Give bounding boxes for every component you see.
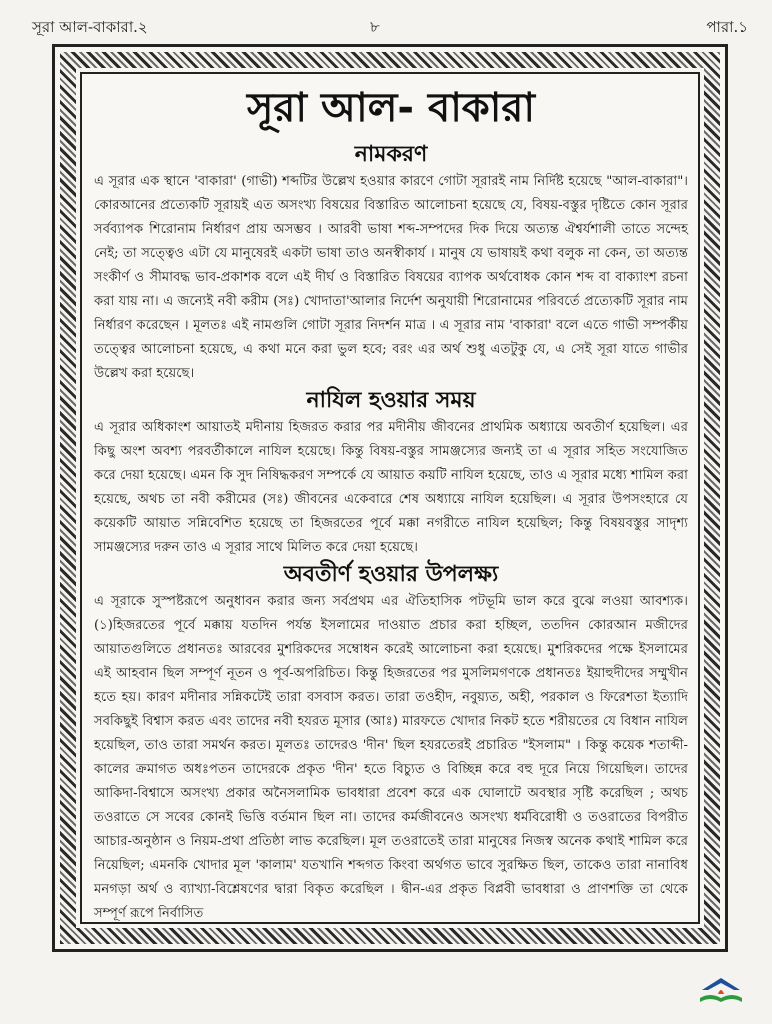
publisher-logo-icon	[696, 976, 746, 1008]
running-header-left: সূরা আল-বাকারা.২	[32, 18, 148, 36]
page-header	[0, 10, 772, 38]
section-heading-revelation-time: নাযিল হওয়ার সময়	[306, 388, 476, 413]
logo-roof-mark	[702, 978, 740, 990]
page-content	[94, 78, 688, 924]
text-panel	[80, 72, 700, 924]
section-heading-occasion: অবতীর্ণ হওয়ার উপলক্ষ্য	[283, 562, 499, 587]
surah-title: সূরা আল- বাকারা	[247, 85, 535, 131]
page-number: ৮	[370, 18, 380, 36]
logo-book-mark	[700, 995, 742, 1002]
section-heading-naming: নামকরণ	[354, 142, 428, 167]
running-header-right: পারা.১	[706, 18, 748, 36]
decorative-page-frame	[52, 44, 728, 952]
logo-leaf-mark	[718, 990, 724, 994]
section-text-occasion: এ সূরাকে সুস্পষ্টরূপে অনুধাবন করার জন্য সর্বপ্রথম এর ঐতিহাসিক পটভূমি ভাল করে বুঝে লওয়া আবশ্যক। (১)হিজরতের পূর্বে মক্কায় যতদিন পর্যন্ত ইসলামের দাওয়াত প্রচার করা হচ্ছিল, ততদিন কোরআন মজীদের আয়াতগুলিতে প্রধানতঃ আরবের মুশরিকদের সম্বোধন করেই আলোচনা করা হয়েছে। মুশরিকদের পক্ষে ইসলামের এই আহবান ছিল সম্পূর্ণ নূতন ও পূর্ব-অপরিচিত। কিন্তু হিজরতের পর মুসলিমগণকে প্রধানতঃ ইয়াহুদীদের সম্মুখীন হতে হয়। কারণ মদীনার সন্নিকটেই তারা বসবাস করত। তারা তওহীদ, নবুয়্যত, অহী, পরকাল ও ফিরেশতা ইত্যাদি সবকিছুই বিশ্বাস করত এবং তাদের নবী হযরত মূসার (আঃ) মারফতে খোদার নিকট হতে শরীয়তের যে বিধান নাযিল হয়েছিল, তাও তারা সমর্থন করত। মূলতঃ তাদেরও 'দীন' ছিল হযরতেরই প্রচারিত "ইসলাম" । কিন্তু কয়েক শতাব্দী-কালের ক্রমাগত অধঃপতন তাদেরকে প্রকৃত 'দীন' হতে বিচ্যুত ও বিচ্ছিন্ন করে বহু দূরে নিয়ে গিয়েছিল। তাদের আকিদা-বিশ্বাসে অসংখ্য প্রকার অনৈসলামিক ভাবধারা প্রবেশ করে এক ঘোলাটে অবস্থার সৃষ্টি করেছিল ; অথচ তওরাতে সে সবের কোনই ভিত্তি বর্তমান ছিল না। তাদের কর্মজীবনেও অসংখ্য ধর্মবিরোধী ও তওরাতের বিপরীত আচার-অনুষ্ঠান ও নিয়ম-প্রথা প্রতিষ্ঠা লাভ করেছিল। মূল তওরাতেই তারা মানুষের নিজস্ব অনেক কথাই শামিল করে নিয়েছিল; এমনকি খোদার মূল 'কালাম' যতখানি শব্দগত কিংবা অর্থগত ভাবে সুরক্ষিত ছিল, তাকেও তারা নানাবিধ মনগড়া অর্থ ও ব্যাখ্যা-বিশ্লেষণের দ্বারা বিকৃত করেছিল । দ্বীন-এর প্রকৃত বিপ্লবী ভাবধারা ও প্রাণশক্তি তা থেকে সম্পূর্ণ রূপে নির্বাসিত	[94, 594, 688, 921]
section-text-revelation-time: এ সূরার অধিকাংশ আয়াতই মদীনায় হিজরত করার পর মদীনীয় জীবনের প্রাথমিক অধ্যায়ে অবতীর্ণ হয়েছিল। এর কিছু অংশ অবশ্য পরবর্তীকালে নাযিল হয়েছে। কিন্তু বিষয়-বস্তুর সামঞ্জস্যের জন্যই তা এ সূরার সহিত সংযোজিত করে দেয়া হয়েছে। এমন কি সুদ নিষিদ্ধকরণ সম্পর্কে যে আয়াত কয়টি নাযিল হয়েছে, তাও এ সূরার মধ্যে শামিল করা হয়েছে, অথচ তা নবী করীমের (সঃ) জীবনের একেবারে শেষ অধ্যায়ে নাযিল হয়েছিল। এ সূরার উপসংহারে যে কয়েকটি আয়াত সন্নিবেশিত হয়েছে তা হিজরতের পূর্বে মক্কা নগরীতে নাযিল হয়েছিল; কিন্তু বিষয়বস্তুর সাদৃশ্য সামঞ্জস্যের দরুন তাও এ সূরার সাথে মিলিত করে দেয়া হয়েছে।	[94, 420, 688, 555]
section-text-naming: এ সূরার এক স্থানে 'বাকারা' (গাভী) শব্দটির উল্লেখ হওয়ার কারণে গোটা সূরারই নাম নির্দিষ্ট হয়েছে "আল-বাকারা"। কোরআনের প্রত্যেকটি সূরায়ই এত অসংখ্য বিষয়ের বিস্তারিত আলোচনা হয়েছে যে, বিষয়-বস্তুর দৃষ্টিতে কোন সূরার সর্বব্যাপক শিরোনাম নির্ধারণ প্রায় অসম্ভব । আরবী ভাষা শব্দ-সম্পদের দিক দিয়ে অত্যন্ত ঐশ্বর্যশালী তাতে সন্দেহ নেই; তা সত্ত্বেও এটা যে মানুষেরই একটা ভাষা তাও অনস্বীকার্য । মানুষ যে ভাষায়ই কথা বলুক না কেন, তা অত্যন্ত সংকীর্ণ ও সীমাবদ্ধ ভাব-প্রকাশক বলে এই দীর্ঘ ও বিস্তারিত বিষয়ের ব্যাপক অর্থবোধক কোন শব্দ বা বাক্যাংশ রচনা করা যায় না। এ জন্যেই নবী করীম (সঃ) খোদাতা'আলার নির্দেশ অনুযায়ী শিরোনামের পরিবর্তে প্রত্যেকটি সূরার নাম নির্ধারণ করেছেন । মূলতঃ এই নামগুলি গোটা সূরার নিদর্শন মাত্র । এ সূরার নাম 'বাকারা' বলে এতে গাভী সম্পর্কীয় তত্ত্বের আলোচনা হয়েছে, এ কথা মনে করা ভুল হবে; বরং এর অর্থ শুধু এতটুকু যে, এ সেই সূরা যাতে গাভীর উল্লেখ করা হয়েছে।	[94, 174, 688, 381]
